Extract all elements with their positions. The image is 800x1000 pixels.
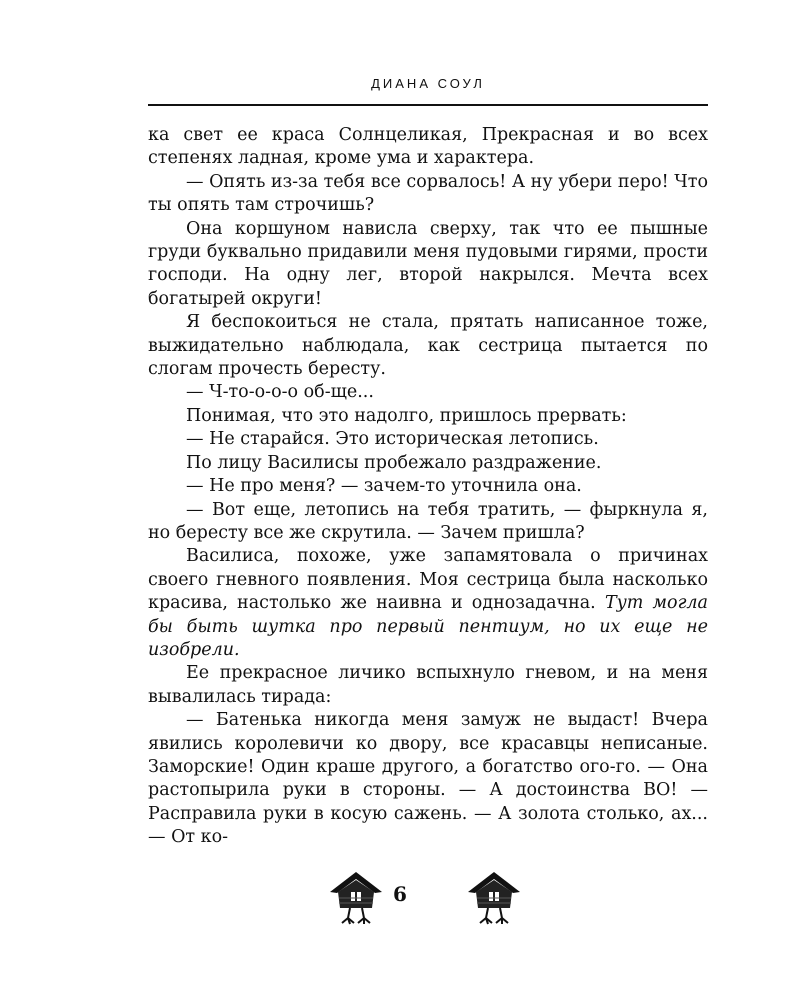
italic-aside: Тут могла бы быть шутка про первый пентиум, но их еще не изобрели. bbox=[148, 593, 708, 660]
paragraph: — Батенька никогда меня замуж не выдаст! Вчера явились королевичи ко двору, все красавцы неписаные. Заморские! Один краше другого, а богатство ого-го. — Она растопырила руки в стороны. — А достоинства ВО! — Расправила руки в косую сажень. — А золота столько, ах... — От ко- bbox=[148, 710, 708, 848]
paragraph-text: Василиса, похоже, уже запамятовала о причинах своего гневного появления. Моя сестрица была насколько красива, настолько же наивна и однозадачна. bbox=[148, 546, 708, 614]
paragraph: — Не про меня? — зачем-то уточнила она. bbox=[186, 476, 582, 497]
paragraph: ка свет ее краса Солнцеликая, Прекрасная и во всех степенях ладная, кроме ума и характера. bbox=[148, 125, 708, 169]
paragraph: Понимая, что это надолго, пришлось прервать: bbox=[186, 405, 627, 426]
paragraph: — Не старайся. Это историческая летопись. bbox=[186, 429, 599, 450]
hut-on-chicken-legs-icon bbox=[328, 868, 384, 928]
page-body bbox=[148, 124, 708, 850]
header-rule bbox=[148, 104, 708, 106]
page-footer bbox=[0, 868, 800, 938]
paragraph-with-aside bbox=[148, 545, 708, 662]
page-number: 6 bbox=[393, 882, 407, 906]
hut-on-chicken-legs-icon bbox=[466, 868, 522, 928]
paragraph: — Вот еще, летопись на тебя тратить, — фыркнула я, но бересту все же скрутила. — Зачем пришла? bbox=[148, 499, 708, 543]
paragraph: — Ч-то-о-о-о об-ще... bbox=[186, 382, 374, 403]
running-header-author: ДИАНА СОУЛ bbox=[371, 76, 485, 91]
paragraph: Я беспокоиться не стала, прятать написанное тоже, выжидательно наблюдала, как сестрица пытается по слогам прочесть бересту. bbox=[148, 312, 708, 380]
paragraph: — Опять из-за тебя все сорвалось! А ну убери перо! Что ты опять там строчишь? bbox=[148, 171, 708, 216]
paragraph: По лицу Василисы пробежало раздражение. bbox=[186, 452, 602, 473]
paragraph: Ее прекрасное личико вспыхнуло гневом, и на меня вывалилась тирада: bbox=[148, 663, 708, 707]
paragraph: Она коршуном нависла сверху, так что ее пышные груди буквально придавили меня пудовыми гирями, прости господи. На одну лег, второй накрылся. Мечта всех богатырей округи! bbox=[148, 218, 708, 309]
